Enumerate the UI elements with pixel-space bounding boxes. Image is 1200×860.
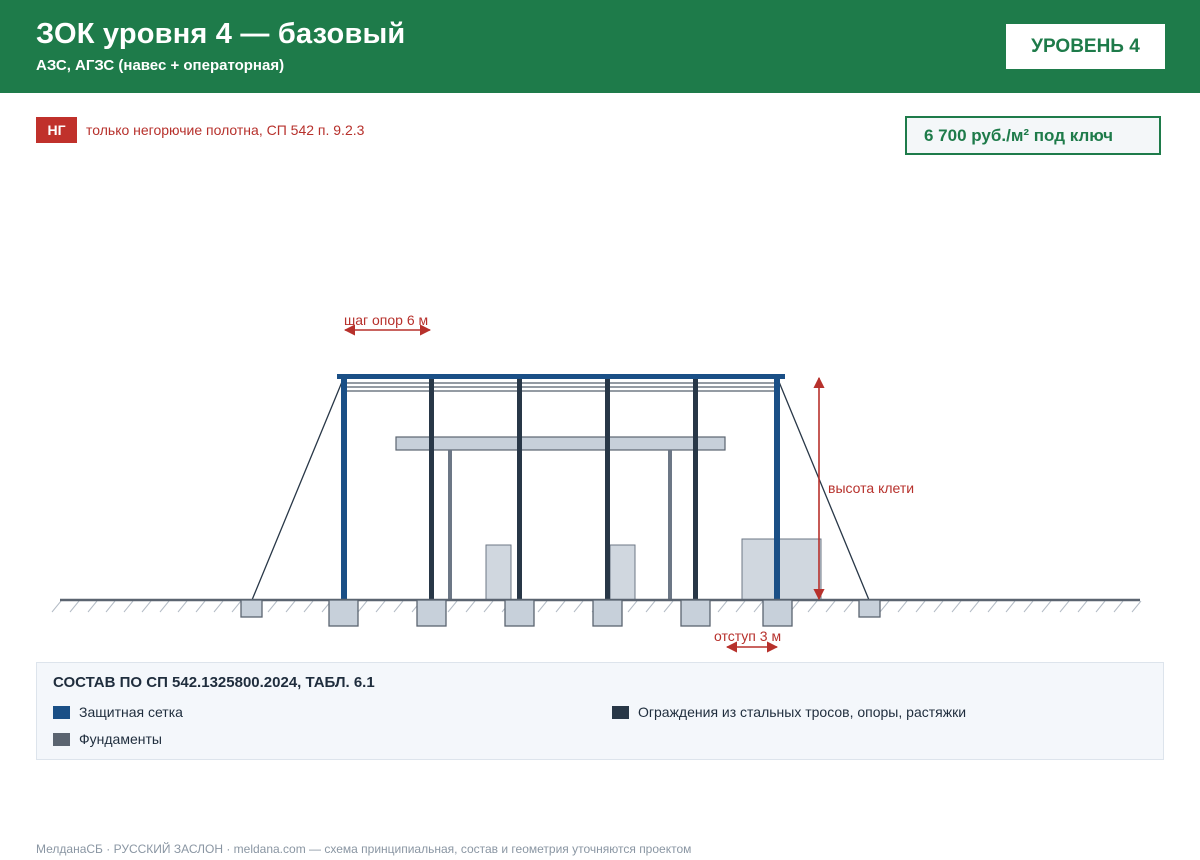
foundation-5 — [681, 600, 710, 626]
legend-swatch-foundations — [53, 733, 70, 746]
canopy-column-right — [668, 450, 672, 600]
ng-badge: НГ — [36, 117, 77, 143]
inner-post-3 — [605, 377, 610, 600]
guy-wire-left — [252, 377, 344, 600]
legend-swatch-mesh — [53, 706, 70, 719]
page-subtitle: АЗС, АГЗС (навес + операторная) — [36, 57, 285, 74]
legend-label-cables: Ограждения из стальных тросов, опоры, растяжки — [638, 704, 967, 720]
legend-label-foundations: Фундаменты — [79, 731, 162, 747]
offset-dimension-label: отступ 3 м — [714, 628, 782, 644]
legend-panel — [36, 662, 1164, 760]
legend-item-foundations — [53, 731, 162, 747]
fuel-dispenser-2 — [610, 545, 635, 600]
foundations — [241, 600, 880, 626]
foundation-2 — [417, 600, 446, 626]
inner-post-1 — [429, 377, 434, 600]
foundation-4 — [593, 600, 622, 626]
ng-note: только негорючие полотна, СП 542 п. 9.2.3 — [86, 122, 365, 138]
canopy-column-left — [448, 450, 452, 600]
foundation-anchor-right — [859, 600, 880, 617]
legend-swatch-cables — [612, 706, 629, 719]
foundation-3 — [505, 600, 534, 626]
foundation-1 — [329, 600, 358, 626]
mesh-top-beam — [337, 374, 785, 379]
price-box: 6 700 руб./м² под ключ — [905, 116, 1161, 155]
inner-post-2 — [517, 377, 522, 600]
footer-note: МелданаСБ · РУССКИЙ ЗАСЛОН · meldana.com — схема принципиальная, состав и геометрия уточняются проектом — [36, 842, 692, 856]
legend-label-mesh: Защитная сетка — [79, 704, 183, 720]
legend-item-mesh — [53, 704, 183, 720]
foundation-anchor-left — [241, 600, 262, 617]
mesh-post-left — [341, 377, 347, 600]
operator-building — [742, 539, 821, 600]
mesh-post-right — [774, 377, 780, 600]
foundation-6 — [763, 600, 792, 626]
legend-title: СОСТАВ ПО СП 542.1325800.2024, ТАБЛ. 6.1 — [53, 674, 375, 691]
level-badge: УРОВЕНЬ 4 — [1006, 24, 1165, 69]
fuel-dispenser-1 — [486, 545, 511, 600]
canopy-roof — [396, 437, 725, 450]
span-dimension-label: шаг опор 6 м — [344, 312, 429, 328]
steel-cables — [344, 383, 777, 391]
legend-item-cables — [612, 704, 966, 720]
height-dimension-label: высота клети — [828, 480, 915, 496]
page-title: ЗОК уровня 4 — базовый — [36, 18, 406, 50]
inner-post-4 — [693, 377, 698, 600]
